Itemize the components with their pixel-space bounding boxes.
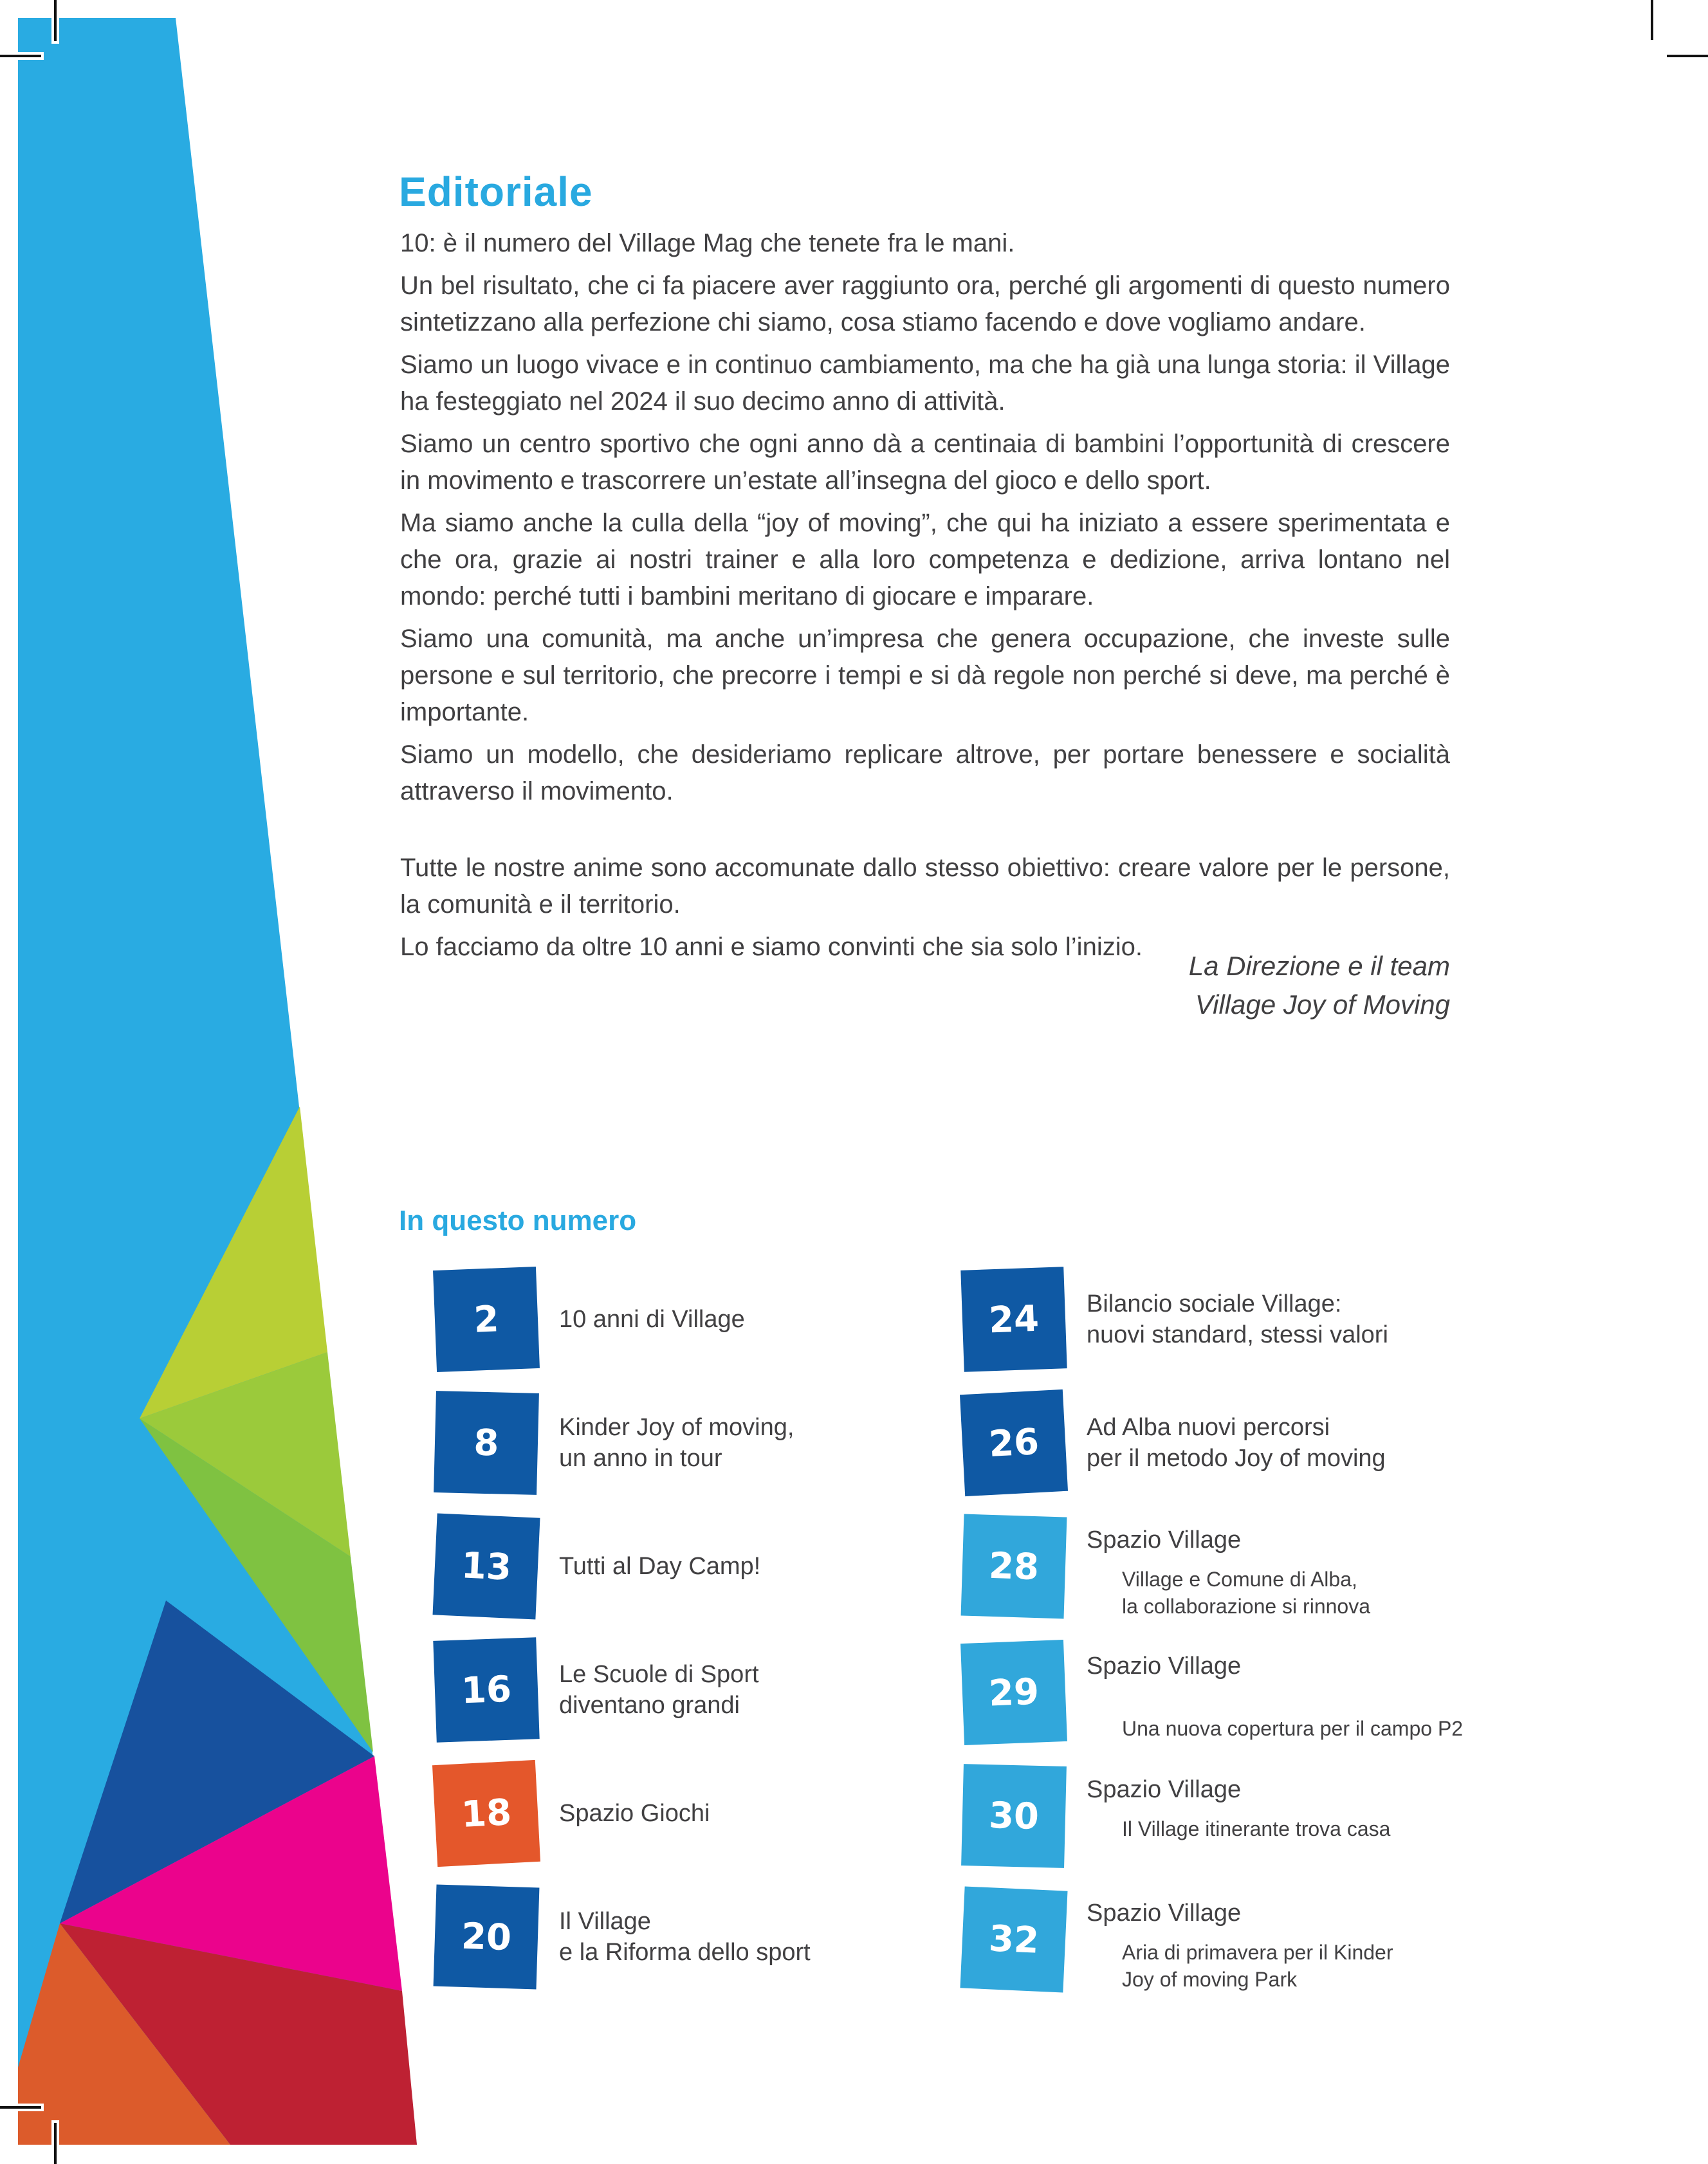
crop-mark-bottom-left-vertical	[54, 2123, 57, 2164]
editorial-paragraph-2: Un bel risultato, che ci fa piacere aver raggiunto ora, perché gli argomenti di questo numero sintetizzano alla perfezione chi siamo, cosa stiamo facendo e dove vogliamo andare.	[400, 271, 1450, 336]
toc-item-subtitle	[1087, 1939, 1393, 1993]
editorial-paragraph-9: Lo facciamo da oltre 10 anni e siamo convinti che sia solo l’inizio.	[400, 933, 1143, 961]
toc-item-page-24[interactable]	[962, 1269, 1696, 1370]
toc-item-subtitle	[1087, 1566, 1370, 1620]
toc-page-number: 16	[460, 1668, 513, 1712]
toc-item-subtitle-line: Il Village itinerante trova casa	[1122, 1817, 1391, 1840]
toc-item-title-line: Spazio Giochi	[559, 1800, 710, 1827]
toc-item-text	[1087, 1412, 1386, 1474]
editorial-paragraph-6: Siamo una comunità, ma anche un’impresa che genera occupazione, che investe sulle persone e sul territorio, che precorre i tempi e si dà regole non perché si deve, ma perché è importante.	[400, 625, 1450, 726]
toc-item-text	[559, 1304, 745, 1335]
toc-page-number: 2	[473, 1297, 500, 1341]
toc-item-text	[1087, 1889, 1393, 1993]
toc-page-number-box	[960, 1389, 1068, 1496]
toc-page-number: 30	[988, 1794, 1040, 1838]
toc-page-number-box	[434, 1885, 540, 1990]
toc-item-title-line: Kinder Joy of moving,	[559, 1414, 794, 1441]
toc-item-subtitle-line: Joy of moving Park	[1122, 1968, 1298, 1991]
toc-item-subtitle-line: Aria di primavera per il Kinder	[1122, 1941, 1393, 1964]
editorial-paragraph-7: Siamo un modello, che desideriamo replicare altrove, per portare benessere e socialità attraverso il movimento.	[400, 740, 1450, 805]
toc-item-title-line: per il metodo Joy of moving	[1087, 1445, 1386, 1472]
crop-mark-top-left-vertical	[54, 0, 57, 41]
toc-item-title-line: Bilancio sociale Village:	[1087, 1290, 1342, 1317]
toc-item-text	[559, 1798, 710, 1829]
toc-heading: In questo numero	[399, 1204, 637, 1236]
toc-item-page-16[interactable]	[435, 1639, 950, 1741]
toc-item-page-32[interactable]	[962, 1889, 1696, 1993]
toc-item-text	[559, 1412, 794, 1474]
toc-item-title-line: Tutti al Day Camp!	[559, 1553, 761, 1580]
toc-page-number-box	[961, 1514, 1067, 1619]
toc-item-title-line: diventano grandi	[559, 1692, 740, 1719]
toc-item-page-2[interactable]	[435, 1269, 950, 1370]
toc-item-text	[559, 1551, 760, 1582]
editorial-text	[400, 225, 1450, 971]
editorial-paragraph-1: 10: è il numero del Village Mag che tenete fra le mani.	[400, 229, 1015, 257]
toc-item-title-line: 10 anni di Village	[559, 1306, 745, 1333]
editorial-paragraph-3: Siamo un luogo vivace e in continuo cambiamento, ma che ha già una lunga storia: il Village ha festeggiato nel 2024 il suo decimo anno di attività.	[400, 351, 1450, 416]
toc-column-right	[962, 1269, 1696, 2015]
toc-item-subtitle	[1087, 1715, 1463, 1742]
toc-page-number: 29	[987, 1671, 1040, 1714]
toc-item-page-18[interactable]	[435, 1763, 950, 1864]
toc-page-number-box	[434, 1391, 539, 1495]
toc-item-text	[1087, 1765, 1390, 1842]
toc-item-page-20[interactable]	[435, 1886, 950, 1988]
crop-mark-top-right-vertical	[1651, 0, 1653, 40]
toc-page-number-box	[961, 1764, 1067, 1868]
toc-page-number-box	[432, 1513, 540, 1619]
toc-item-title-line: Spazio Village	[1087, 1527, 1242, 1554]
toc-page-number: 8	[473, 1422, 500, 1464]
toc-page-number-box	[960, 1640, 1067, 1745]
toc-page-number: 32	[987, 1917, 1040, 1962]
toc-page-number-box	[960, 1886, 1067, 1992]
page-title: Editoriale	[399, 168, 593, 215]
editorial-paragraph-5: Ma siamo anche la culla della “joy of moving”, che qui ha iniziato a essere sperimentata e che ora, grazie ai nostri trainer e alla loro competenza e dedizione, arriva lontano nel mondo: perché tutti i bambini meritano di giocare e imparare.	[400, 509, 1450, 610]
toc-item-title-line: Spazio Village	[1087, 1900, 1242, 1927]
crop-mark-top-right-horizontal	[1667, 55, 1708, 57]
toc-page-number-box	[432, 1760, 540, 1867]
toc-item-text	[1087, 1642, 1463, 1742]
editorial-signature	[400, 947, 1450, 1024]
toc-item-page-13[interactable]	[435, 1516, 950, 1617]
toc-item-title-line: Spazio Village	[1087, 1776, 1242, 1803]
toc-item-title-line: un anno in tour	[559, 1445, 722, 1472]
toc-item-title-line: Spazio Village	[1087, 1653, 1242, 1680]
toc-page-number: 18	[460, 1791, 513, 1836]
toc-item-page-29[interactable]	[962, 1642, 1696, 1743]
toc-page-number-box	[433, 1267, 540, 1372]
toc-item-text	[559, 1659, 759, 1721]
signature-line-2: Village Joy of Moving	[1195, 989, 1450, 1020]
toc-item-subtitle-line: Una nuova copertura per il campo P2	[1122, 1717, 1464, 1740]
toc-item-title-line: Il Village	[559, 1908, 651, 1935]
crop-mark-bottom-left-horizontal	[0, 2106, 41, 2109]
signature-line-1: La Direzione e il team	[1188, 951, 1450, 981]
toc-item-subtitle	[1087, 1815, 1390, 1842]
toc-page-number: 13	[460, 1544, 513, 1589]
editorial-paragraph-8: Tutte le nostre anime sono accomunate dallo stesso obiettivo: creare valore per le persone, la comunità e il territorio.	[400, 854, 1450, 919]
toc-item-subtitle-line: la collaborazione si rinnova	[1122, 1595, 1370, 1618]
toc-item-text	[1087, 1516, 1370, 1620]
toc-item-page-28[interactable]	[962, 1516, 1696, 1620]
toc-item-page-8[interactable]	[435, 1392, 950, 1494]
toc-item-page-30[interactable]	[962, 1765, 1696, 1867]
toc-item-page-26[interactable]	[962, 1392, 1696, 1494]
toc-page-number: 28	[988, 1545, 1040, 1588]
toc-item-title-line: Ad Alba nuovi percorsi	[1087, 1414, 1330, 1441]
toc-column-left	[435, 1269, 950, 2010]
toc-page-number: 24	[987, 1297, 1040, 1341]
toc-item-text	[559, 1906, 811, 1968]
toc-item-text	[1087, 1288, 1388, 1350]
toc-item-title-line: e la Riforma dello sport	[559, 1939, 811, 1966]
crop-mark-top-left-horizontal	[0, 55, 41, 57]
toc-page-number-box	[433, 1637, 539, 1742]
toc-page-number-box	[960, 1267, 1067, 1371]
toc-item-subtitle-line: Village e Comune di Alba,	[1122, 1568, 1357, 1591]
toc-item-title-line: nuovi standard, stessi valori	[1087, 1321, 1388, 1348]
toc-page-number: 20	[461, 1915, 512, 1959]
editorial-paragraph-4: Siamo un centro sportivo che ogni anno dà a centinaia di bambini l’opportunità di crescere in movimento e trascorrere un’estate all’insegna del gioco e dello sport.	[400, 430, 1450, 495]
toc-item-title-line: Le Scuole di Sport	[559, 1661, 759, 1688]
toc-page-number: 26	[987, 1420, 1040, 1465]
